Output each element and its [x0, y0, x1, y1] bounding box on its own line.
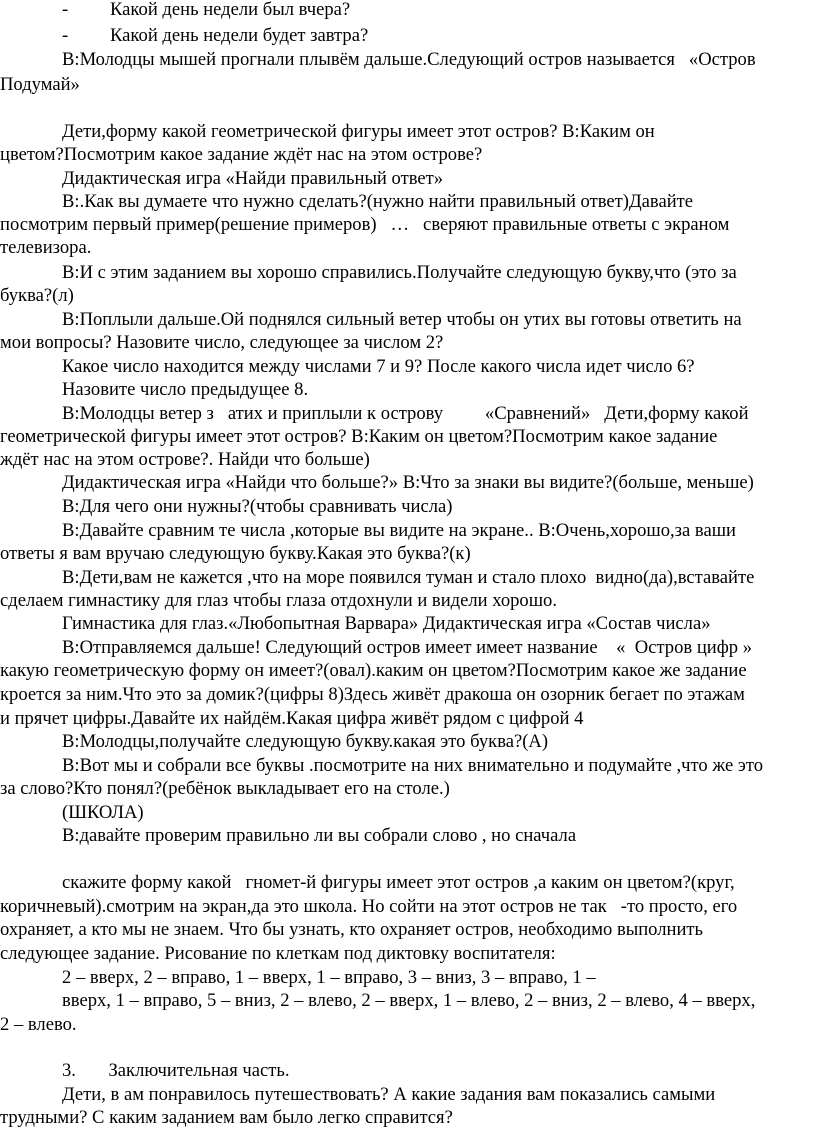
text-line: охраняет, а кто мы не знаем. Что бы узнать, кто охраняет остров, необходимо выполнить: [0, 919, 704, 940]
text-line: мои вопросы? Назовите число, следующее за числом 2?: [0, 332, 444, 353]
text-line: 2 – влево.: [0, 1014, 77, 1035]
text-line: Гимнастика для глаз.«Любопытная Варвара» Дидактическая игра «Состав числа»: [62, 613, 711, 634]
text-line: сделаем гимнастику для глаз чтобы глаза отдохнули и видели хорошо.: [0, 590, 557, 611]
text-line: 2 – вверх, 2 – вправо, 1 – вверх, 1 – вправо, 3 – вниз, 3 – вправо, 1 –: [62, 967, 596, 988]
text-line: В:Дети,вам не кажется ,что на море появился туман и стало плохо видно(да),вставайте: [62, 567, 755, 588]
text-line: вверх, 1 – вправо, 5 – вниз, 2 – влево, 2 – вверх, 1 – влево, 2 – вниз, 2 – влево, 4 – вверх,: [62, 990, 756, 1011]
text-line: - Какой день недели был вчера?: [62, 0, 351, 20]
text-line: какую геометрическую форму он имеет?(овал).каким он цветом?Посмотрим какое же задание: [0, 660, 747, 681]
text-line: ответы я вам вручаю следующую букву.Какая это буква?(к): [0, 543, 471, 564]
text-line: Дидактическая игра «Найди правильный ответ»: [62, 168, 444, 189]
text-line: буква?(л): [0, 285, 74, 306]
text-line: Дети, в ам понравилось путешествовать? А какие задания вам показались самыми: [62, 1084, 716, 1105]
text-line: Какое число находится между числами 7 и 9? После какого числа идет число 6?: [62, 356, 695, 377]
section-heading: 3. Заключительная часть.: [62, 1060, 290, 1081]
text-line: Дети,форму какой геометрической фигуры имеет этот остров? В:Каким он: [62, 121, 655, 142]
text-line: следующее задание. Рисование по клеткам под диктовку воспитателя:: [0, 943, 556, 964]
text-line: ждёт нас на этом острове?. Найди что больше): [0, 449, 370, 470]
text-line: В:И с этим заданием вы хорошо справились.Получайте следующую букву,что (это за: [62, 262, 737, 283]
text-line: В:Поплыли дальше.Ой поднялся сильный ветер чтобы он утих вы готовы ответить на: [62, 309, 742, 330]
text-line: Подумай»: [0, 74, 80, 95]
text-line: В:Для чего они нужны?(чтобы сравнивать числа): [62, 496, 453, 517]
text-line: посмотрим первый пример(решение примеров) … сверяют правильные ответы с экраном: [0, 214, 730, 235]
text-line: В:Молодцы,получайте следующую букву.какая это буква?(А): [62, 731, 549, 752]
text-line: Дидактическая игра «Найди что больше?» В:Что за знаки вы видите?(больше, меньше): [62, 472, 754, 493]
text-line: В:Вот мы и собрали все буквы .посмотрите на них внимательно и подумайте ,что же это: [62, 755, 764, 776]
text-line: геометрической фигуры имеет этот остров? В:Каким он цветом?Посмотрим какое задание: [0, 426, 718, 447]
text-line: кроется за ним.Что это за домик?(цифры 8)Здесь живёт дракоша он озорник бегает по этажам: [0, 684, 745, 705]
text-line: В:Давайте сравним те числа ,которые вы видите на экране.. В:Очень,хорошо,за ваши: [62, 520, 736, 541]
text-line: В:Молодцы мышей прогнали плывём дальше.Следующий остров называется «Остров: [62, 49, 756, 70]
text-line: телевизора.: [0, 237, 92, 258]
text-line: трудными? С каким заданием вам было легко справится?: [0, 1107, 453, 1128]
text-line: В:Молодцы ветер з атих и приплыли к острову «Сравнений» Дети,форму какой: [62, 403, 749, 424]
text-line: В:Отправляемся дальше! Следующий остров имеет имеет название « Остров цифр »: [62, 637, 753, 658]
text-line: (ШКОЛА): [62, 802, 144, 823]
text-line: Назовите число предыдущее 8.: [62, 379, 309, 400]
text-line: В:давайте проверим правильно ли вы собрали слово , но сначала: [62, 825, 577, 846]
text-line: В:.Как вы думаете что нужно сделать?(нужно найти правильный ответ)Давайте: [62, 191, 694, 212]
text-line: коричневый).смотрим на экран,да это школа. Но сойти на этот остров не так -то просто, его: [0, 896, 738, 917]
text-line: - Какой день недели будет завтра?: [62, 25, 369, 46]
text-line: цветом?Посмотрим какое задание ждёт нас на этом острове?: [0, 144, 483, 165]
text-line: скажите форму какой гномет-й фигуры имеет этот остров ,а каким он цветом?(круг,: [62, 872, 735, 893]
text-line: за слово?Кто понял?(ребёнок выкладывает его на столе.): [0, 778, 450, 799]
text-line: и прячет цифры.Давайте их найдём.Какая цифра живёт рядом с цифрой 4: [0, 708, 584, 729]
